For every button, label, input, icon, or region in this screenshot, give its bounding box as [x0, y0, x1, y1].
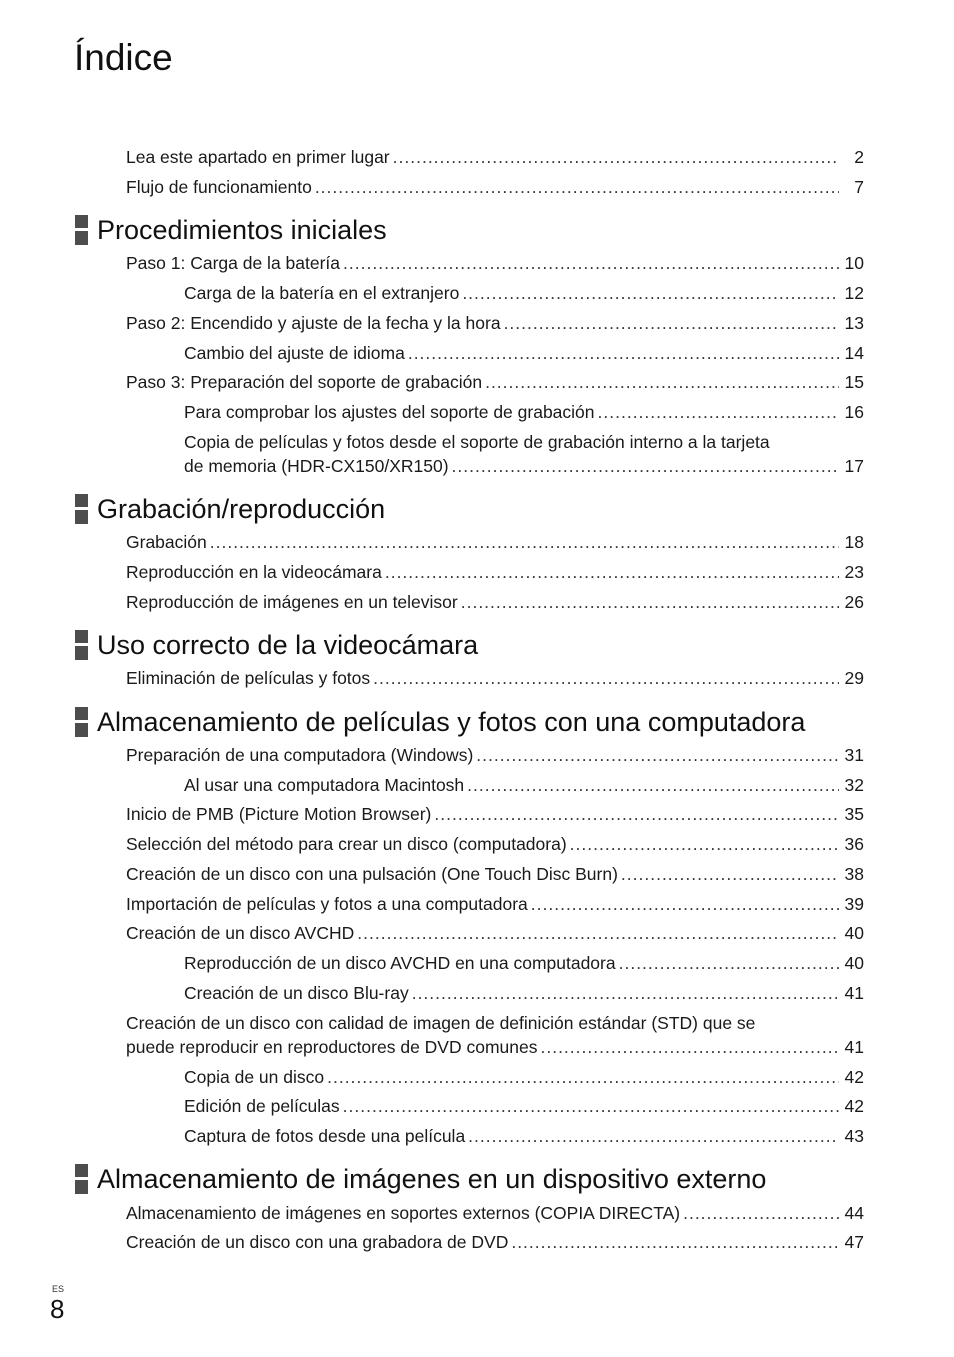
toc-entry[interactable] — [126, 1230, 864, 1254]
section-title: Uso correcto de la videocámara — [97, 630, 479, 660]
section-heading-grabacion — [75, 494, 385, 524]
dot-leader — [540, 1035, 839, 1059]
page-number: 8 — [50, 1294, 65, 1324]
toc-entry-label: Carga de la batería en el extranjero — [184, 283, 460, 303]
toc-entry-page: 40 — [844, 953, 864, 973]
toc-entry-label: Paso 3: Preparación del soporte de grabación — [126, 372, 483, 392]
dot-leader — [468, 1124, 839, 1148]
dot-leader — [461, 590, 839, 614]
dot-leader — [385, 560, 839, 584]
toc-entry-label: Creación de un disco con una grabadora de DVD — [126, 1232, 509, 1252]
toc-entry-page: 23 — [844, 562, 864, 582]
toc-entry-label: Cambio del ajuste de idioma — [184, 343, 405, 363]
toc-entry-page: 10 — [844, 253, 864, 273]
toc-entry-page: 42 — [844, 1096, 864, 1116]
section-heading-uso-correcto — [75, 630, 478, 660]
dot-leader — [452, 454, 839, 478]
dot-leader — [393, 145, 839, 169]
toc-entry-page: 12 — [844, 283, 864, 303]
toc-entry-page: 35 — [844, 804, 864, 824]
toc-entry-label: puede reproducir en reproductores de DVD comunes — [126, 1037, 538, 1057]
dot-leader — [412, 981, 839, 1005]
toc-entry-label: Paso 1: Carga de la batería — [126, 253, 341, 273]
toc-entry-page: 18 — [844, 532, 864, 552]
toc-entry-page: 41 — [844, 1037, 864, 1057]
toc-entry-page: 31 — [844, 745, 864, 765]
dot-leader — [570, 832, 839, 856]
toc-entry-label: Creación de un disco con una pulsación (One Touch Disc Burn) — [126, 864, 618, 884]
toc-subentry[interactable] — [184, 281, 864, 305]
toc-entry[interactable] — [126, 251, 864, 275]
section-marker-icon — [75, 215, 88, 245]
section-title: Procedimientos iniciales — [97, 215, 387, 245]
toc-entry-label: Al usar una computadora Macintosh — [184, 775, 465, 795]
dot-leader — [467, 773, 839, 797]
toc-entry-label: de memoria (HDR-CX150/XR150) — [184, 456, 449, 476]
toc-entry-label: Reproducción en la videocámara — [126, 562, 382, 582]
toc-entry-page: 38 — [844, 864, 864, 884]
toc-subentry[interactable] — [184, 951, 864, 975]
section-heading-procedimientos — [75, 215, 387, 245]
dot-leader — [621, 862, 839, 886]
toc-entry-page: 32 — [844, 775, 864, 795]
toc-entry[interactable] — [126, 743, 864, 767]
toc-entry[interactable] — [126, 1201, 864, 1225]
dot-leader — [343, 251, 839, 275]
section-title: Almacenamiento de imágenes en un dispositivo externo — [97, 1164, 767, 1194]
toc-entry-page: 44 — [844, 1203, 864, 1223]
toc-entry-label: Edición de películas — [184, 1096, 340, 1116]
toc-entry-page: 43 — [844, 1126, 864, 1146]
toc-entry-label: Almacenamiento de imágenes en soportes externos (COPIA DIRECTA) — [126, 1203, 681, 1223]
dot-leader — [327, 1065, 839, 1089]
toc-subentry[interactable] — [184, 400, 864, 424]
toc-subentry[interactable] — [184, 1065, 864, 1089]
toc-entry[interactable] — [126, 1035, 864, 1059]
toc-entry-label: Reproducción de imágenes en un televisor — [126, 592, 458, 612]
section-marker-icon — [75, 494, 88, 524]
section-heading-dispositivo-externo — [75, 1164, 766, 1194]
toc-entry-label: Creación de un disco AVCHD — [126, 923, 355, 943]
dot-leader — [434, 802, 839, 826]
toc-entry-label: Reproducción de un disco AVCHD en una computadora — [184, 953, 616, 973]
toc-entry-label: Copia de un disco — [184, 1067, 325, 1087]
dot-leader — [598, 400, 839, 424]
toc-subentry[interactable] — [184, 981, 864, 1005]
toc-entry-first-line[interactable]: Copia de películas y fotos desde el soporte de grabación interno a la tarjeta — [184, 432, 770, 452]
section-heading-computadora — [75, 707, 805, 737]
toc-entry-label: Inicio de PMB (Picture Motion Browser) — [126, 804, 432, 824]
dot-leader — [315, 175, 839, 199]
dot-leader — [357, 921, 839, 945]
dot-leader — [683, 1201, 839, 1225]
toc-entry[interactable] — [126, 832, 864, 856]
toc-subentry[interactable] — [184, 1124, 864, 1148]
toc-subentry[interactable] — [184, 773, 864, 797]
toc-entry-page: 39 — [844, 894, 864, 914]
toc-entry[interactable] — [126, 862, 864, 886]
toc-entry[interactable] — [126, 311, 864, 335]
toc-entry[interactable] — [126, 590, 864, 614]
section-title: Grabación/reproducción — [97, 494, 386, 524]
dot-leader — [619, 951, 839, 975]
dot-leader — [511, 1230, 839, 1254]
dot-leader — [476, 743, 839, 767]
toc-entry-label: Selección del método para crear un disco (computadora) — [126, 834, 567, 854]
toc-entry[interactable] — [126, 666, 864, 690]
toc-entry-label: Importación de películas y fotos a una computadora — [126, 894, 528, 914]
toc-entry-page: 47 — [844, 1232, 864, 1252]
toc-entry-page: 42 — [844, 1067, 864, 1087]
dot-leader — [343, 1094, 839, 1118]
toc-entry[interactable] — [126, 530, 864, 554]
toc-entry-primer-lugar[interactable] — [126, 145, 864, 169]
toc-entry-label: Eliminación de películas y fotos — [126, 668, 371, 688]
toc-entry-label: Paso 2: Encendido y ajuste de la fecha y la hora — [126, 313, 501, 333]
toc-entry-page: 7 — [854, 177, 864, 197]
section-title: Almacenamiento de películas y fotos con una computadora — [97, 707, 806, 737]
toc-entry[interactable] — [126, 921, 864, 945]
dot-leader — [373, 666, 839, 690]
toc-entry-label: Creación de un disco Blu-ray — [184, 983, 409, 1003]
toc-entry-flujo[interactable] — [126, 175, 864, 199]
toc-entry-page: 26 — [844, 592, 864, 612]
dot-leader — [408, 341, 839, 365]
toc-entry[interactable] — [126, 802, 864, 826]
toc-entry-page: 17 — [844, 456, 864, 476]
toc-entry-page: 40 — [844, 923, 864, 943]
toc-entry-page: 16 — [844, 402, 864, 422]
toc-entry-label: Preparación de una computadora (Windows) — [126, 745, 474, 765]
toc-entry-page: 13 — [844, 313, 864, 333]
toc-subentry[interactable] — [184, 341, 864, 365]
toc-entry[interactable] — [126, 560, 864, 584]
toc-entry-label: Grabación — [126, 532, 207, 552]
toc-entry-page: 41 — [844, 983, 864, 1003]
dot-leader — [462, 281, 839, 305]
toc-entry-page: 29 — [844, 668, 864, 688]
toc-entry-page: 14 — [844, 343, 864, 363]
toc-entry-page: 36 — [844, 834, 864, 854]
section-marker-icon — [75, 707, 88, 737]
section-marker-icon — [75, 630, 88, 660]
dot-leader — [504, 311, 839, 335]
toc-entry-page: 15 — [844, 372, 864, 392]
toc-subentry[interactable] — [184, 1094, 864, 1118]
dot-leader — [531, 892, 839, 916]
section-marker-icon — [75, 1164, 88, 1194]
dot-leader — [485, 370, 839, 394]
page-title: Índice — [74, 37, 173, 78]
toc-entry-label: Para comprobar los ajustes del soporte de grabación — [184, 402, 595, 422]
language-code: ES — [52, 1284, 65, 1294]
toc-entry-first-line[interactable]: Creación de un disco con calidad de imagen de definición estándar (STD) que se — [126, 1013, 756, 1033]
toc-entry-label: Flujo de funcionamiento — [126, 177, 312, 197]
toc-subentry[interactable] — [184, 454, 864, 478]
toc-entry[interactable] — [126, 892, 864, 916]
dot-leader — [210, 530, 839, 554]
toc-entry-label: Lea este apartado en primer lugar — [126, 147, 390, 167]
toc-entry-label: Captura de fotos desde una película — [184, 1126, 466, 1146]
toc-entry-page: 2 — [854, 147, 864, 167]
toc-entry[interactable] — [126, 370, 864, 394]
